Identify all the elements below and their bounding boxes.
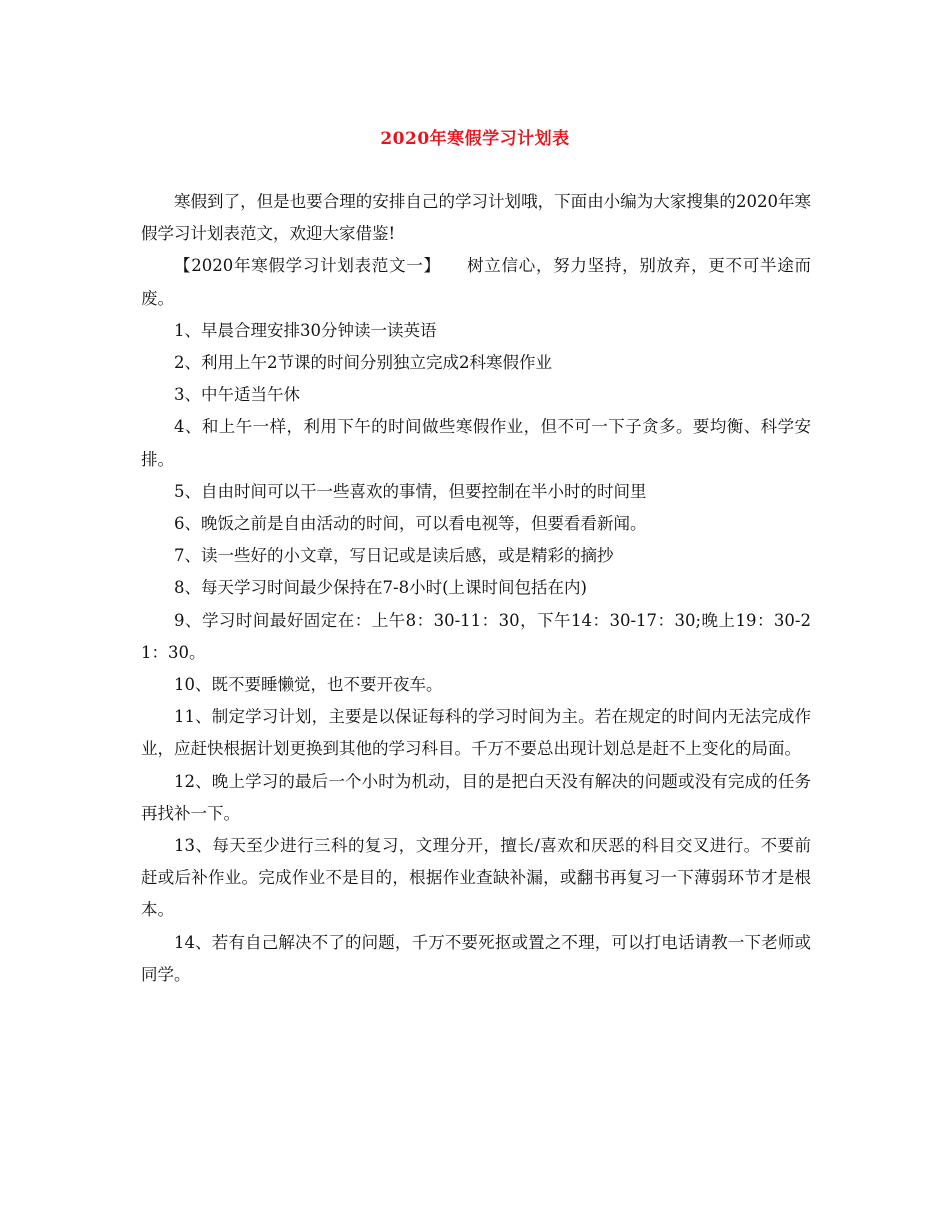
list-item: 8、每天学习时间最少保持在7-8小时(上课时间包括在内) xyxy=(174,578,587,598)
list-item: 12、晚上学习的最后一个小时为机动，目的是把白天没有解决的问题或没有完成的任务再找补一下。 xyxy=(141,771,811,823)
document-body xyxy=(141,186,811,991)
list-item: 13、每天至少进行三科的复习，文理分开，擅长/喜欢和厌恶的科目交叉进行。不要前赶或后补作业。完成作业不是目的，根据作业查缺补漏，或翻书再复习一下薄弱环节才是根本。 xyxy=(141,836,811,920)
list-item: 1、早晨合理安排30分钟读一读英语 xyxy=(174,320,437,340)
list-item: 14、若有自己解决不了的问题，千万不要死抠或置之不理，可以打电话请教一下老师或同学。 xyxy=(141,932,811,984)
list-item: 6、晚饭之前是自由活动的时间，可以看电视等，但要看看新闻。 xyxy=(174,514,647,534)
list-item: 7、读一些好的小文章，写日记或是读后感，或是精彩的摘抄 xyxy=(174,546,614,566)
list-item: 11、制定学习计划，主要是以保证每科的学习时间为主。若在规定的时间内无法完成作业，应赶快根据计划更换到其他的学习科目。千万不要总出现计划总是赶不上变化的局面。 xyxy=(141,707,811,759)
intro-paragraph: 寒假到了，但是也要合理的安排自己的学习计划哦，下面由小编为大家搜集的2020年寒假学习计划表范文，欢迎大家借鉴! xyxy=(141,192,811,244)
list-item: 9、学习时间最好固定在：上午8：30-11：30，下午14：30-17：30;晚上19：30-21：30。 xyxy=(141,610,811,662)
page-title: 2020年寒假学习计划表 xyxy=(380,129,570,149)
list-item: 3、中午适当午休 xyxy=(174,385,300,405)
list-item: 2、利用上午2节课的时间分别独立完成2科寒假作业 xyxy=(174,353,552,373)
list-item: 4、和上午一样，利用下午的时间做些寒假作业，但不可一下子贪多。要均衡、科学安排。 xyxy=(141,417,811,469)
list-item: 10、既不要睡懒觉，也不要开夜车。 xyxy=(174,675,443,695)
list-item: 5、自由时间可以干一些喜欢的事情，但要控制在半小时的时间里 xyxy=(174,481,647,501)
section-heading-paragraph: 【2020年寒假学习计划表范文一】 树立信心，努力坚持，别放弃，更不可半途而废。 xyxy=(141,256,811,308)
